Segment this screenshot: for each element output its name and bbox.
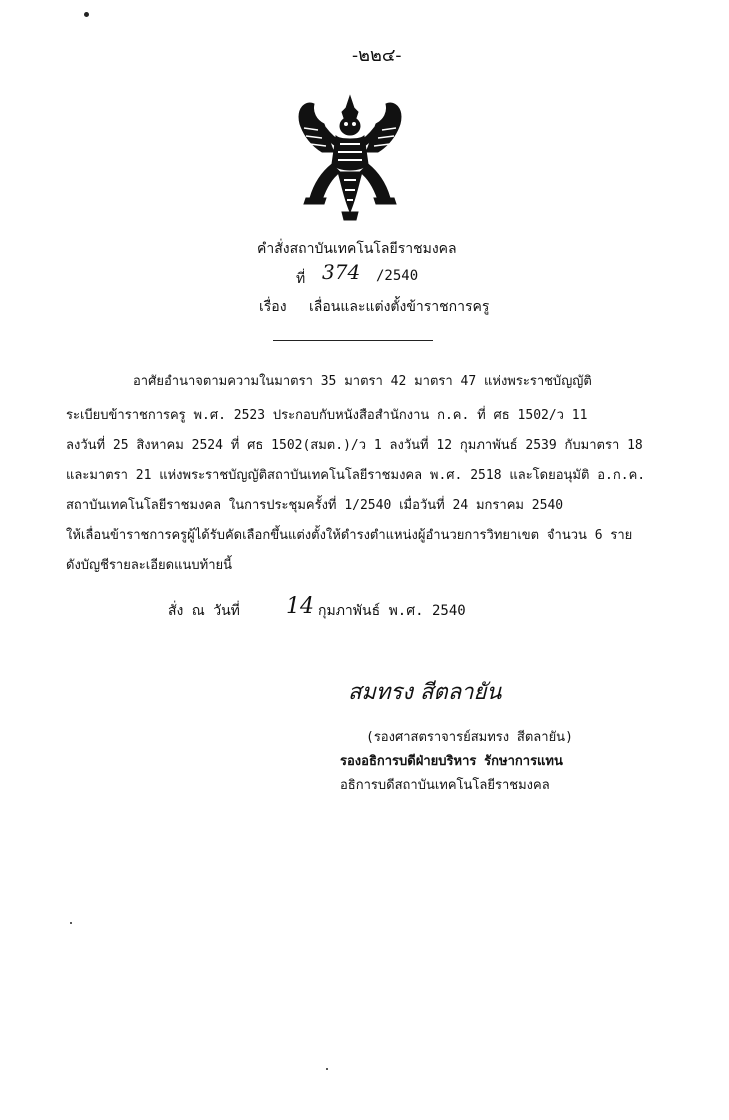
body-line-6: ให้เลื่อนข้าราชการครูผู้ได้รับคัดเลือกขึ้นแต่งตั้งให้ดำรงตำแหน่งผู้อำนวยการวิทยาเขต จำนวน 6 ราย: [66, 528, 633, 543]
body-line-1: อาศัยอำนาจตามความในมาตรา 35 มาตรา 42 มาตรา 47 แห่งพระราชบัญญัติ: [133, 374, 592, 389]
date-day-handwritten: 14: [286, 594, 314, 619]
body-line-5: สถาบันเทคโนโลยีราชมงคล ในการประชุมครั้งที่ 1/2540 เมื่อวันที่ 24 มกราคม 2540: [66, 498, 564, 513]
order-title: คำสั่งสถาบันเทคโนโลยีราชมงคล: [257, 241, 457, 257]
heading-divider: [273, 340, 433, 341]
subject-label: เรื่อง: [259, 299, 287, 315]
handwritten-signature: สมทรง สีตลายัน: [348, 680, 502, 705]
body-line-4: และมาตรา 21 แห่งพระราชบัญญัติสถาบันเทคโนโลยีราชมงคล พ.ศ. 2518 และโดยอนุมัติ อ.ก.ค.: [66, 468, 646, 483]
order-number-handwritten: 374: [322, 260, 361, 284]
body-line-2: ระเบียบข้าราชการครู พ.ศ. 2523 ประกอบกับหนังสือสำนักงาน ก.ค. ที่ ศธ 1502/ว 11: [66, 408, 588, 423]
date-prefix: สั่ง ณ วันที่: [168, 603, 240, 619]
signer-name: (รองศาสตราจารย์สมทรง สีตลายัน): [366, 730, 573, 745]
subject-text: เลื่อนและแต่งตั้งข้าราชการครู: [309, 299, 490, 315]
signer-position-2: อธิการบดีสถาบันเทคโนโลยีราชมงคล: [340, 778, 550, 793]
scan-speck: [326, 1068, 328, 1070]
signer-position-1: รองอธิการบดีฝ่ายบริหาร รักษาการแทน: [340, 754, 563, 769]
order-number-suffix: /2540: [376, 268, 419, 284]
date-rest: กุมภาพันธ์ พ.ศ. 2540: [318, 603, 466, 619]
body-line-3: ลงวันที่ 25 สิงหาคม 2524 ที่ ศธ 1502(สมต.)/ว 1 ลงวันที่ 12 กุมภาพันธ์ 2539 กับมาตรา 18: [66, 438, 643, 453]
page-number: -๒๒๔-: [352, 45, 402, 66]
order-number-prefix: ที่: [296, 271, 306, 287]
garuda-emblem: [292, 94, 408, 222]
scan-speck: [84, 12, 89, 17]
body-line-7: ดังบัญชีรายละเอียดแนบท้ายนี้: [66, 558, 232, 573]
scan-speck: [70, 922, 72, 924]
